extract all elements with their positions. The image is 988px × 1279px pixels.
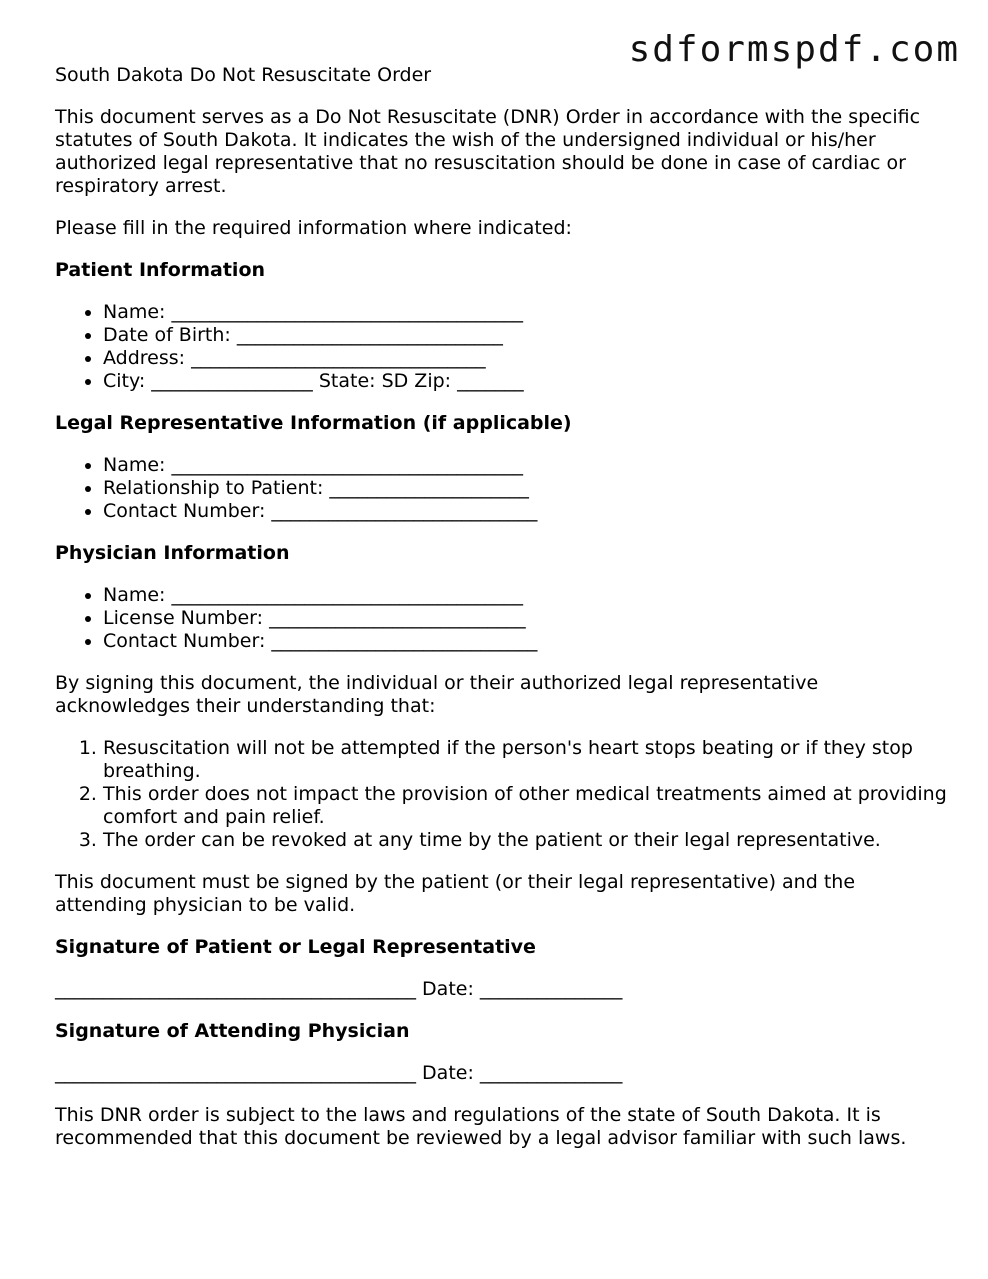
physician-license-field[interactable]: • License Number: ___________________________: [103, 607, 950, 630]
term-item: 2. This order does not impact the provision of other medical treatments aimed at providing comfort and pain relief.: [103, 783, 950, 829]
patient-info-list: [55, 301, 950, 393]
physician-signature-line[interactable]: ______________________________________ Date: _______________: [55, 1062, 623, 1084]
physician-info-list: [55, 584, 950, 653]
patient-info-heading: Patient Information: [55, 259, 266, 281]
document-body: [55, 64, 950, 1169]
instructions-paragraph: Please fill in the required information where indicated:: [55, 217, 572, 239]
physician-name-field[interactable]: • Name: _____________________________________: [103, 584, 950, 607]
representative-name-field[interactable]: • Name: _____________________________________: [103, 454, 950, 477]
terms-list: [55, 737, 950, 852]
footer-paragraph: This DNR order is subject to the laws and regulations of the state of South Dakota. It is recommended that this document be reviewed by a legal advisor familiar with such laws.: [55, 1104, 907, 1149]
patient-name-field[interactable]: • Name: _____________________________________: [103, 301, 950, 324]
representative-info-heading: Legal Representative Information (if applicable): [55, 412, 572, 434]
representative-relationship-field[interactable]: • Relationship to Patient: _____________________: [103, 477, 950, 500]
representative-contact-field[interactable]: • Contact Number: ____________________________: [103, 500, 950, 523]
physician-contact-field[interactable]: • Contact Number: ____________________________: [103, 630, 950, 653]
document-title: South Dakota Do Not Resuscitate Order: [55, 64, 432, 86]
physician-signature-heading: Signature of Attending Physician: [55, 1020, 410, 1042]
watermark: sdformspdf.com: [628, 29, 960, 70]
validity-paragraph: This document must be signed by the patient (or their legal representative) and the attending physician to be valid.: [55, 871, 856, 916]
term-item: 1. Resuscitation will not be attempted if the person's heart stops beating or if they stop breathing.: [103, 737, 950, 783]
physician-info-heading: Physician Information: [55, 542, 290, 564]
representative-info-list: [55, 454, 950, 523]
term-item: 3. The order can be revoked at any time by the patient or their legal representative.: [103, 829, 950, 852]
patient-dob-field[interactable]: • Date of Birth: ____________________________: [103, 324, 950, 347]
patient-signature-line[interactable]: ______________________________________ Date: _______________: [55, 978, 623, 1000]
intro-paragraph: This document serves as a Do Not Resuscitate (DNR) Order in accordance with the specific statutes of South Dakota. It indicates the wish of the undersigned individual or his/her authorized legal representative that no resuscitation should be done in case of cardiac or respiratory arrest.: [55, 106, 921, 197]
patient-city-state-zip-field[interactable]: • City: _________________ State: SD Zip: _______: [103, 370, 950, 393]
patient-signature-heading: Signature of Patient or Legal Representative: [55, 936, 536, 958]
acknowledgement-paragraph: By signing this document, the individual or their authorized legal representative acknowledges their understanding that:: [55, 672, 819, 717]
patient-address-field[interactable]: • Address: _______________________________: [103, 347, 950, 370]
